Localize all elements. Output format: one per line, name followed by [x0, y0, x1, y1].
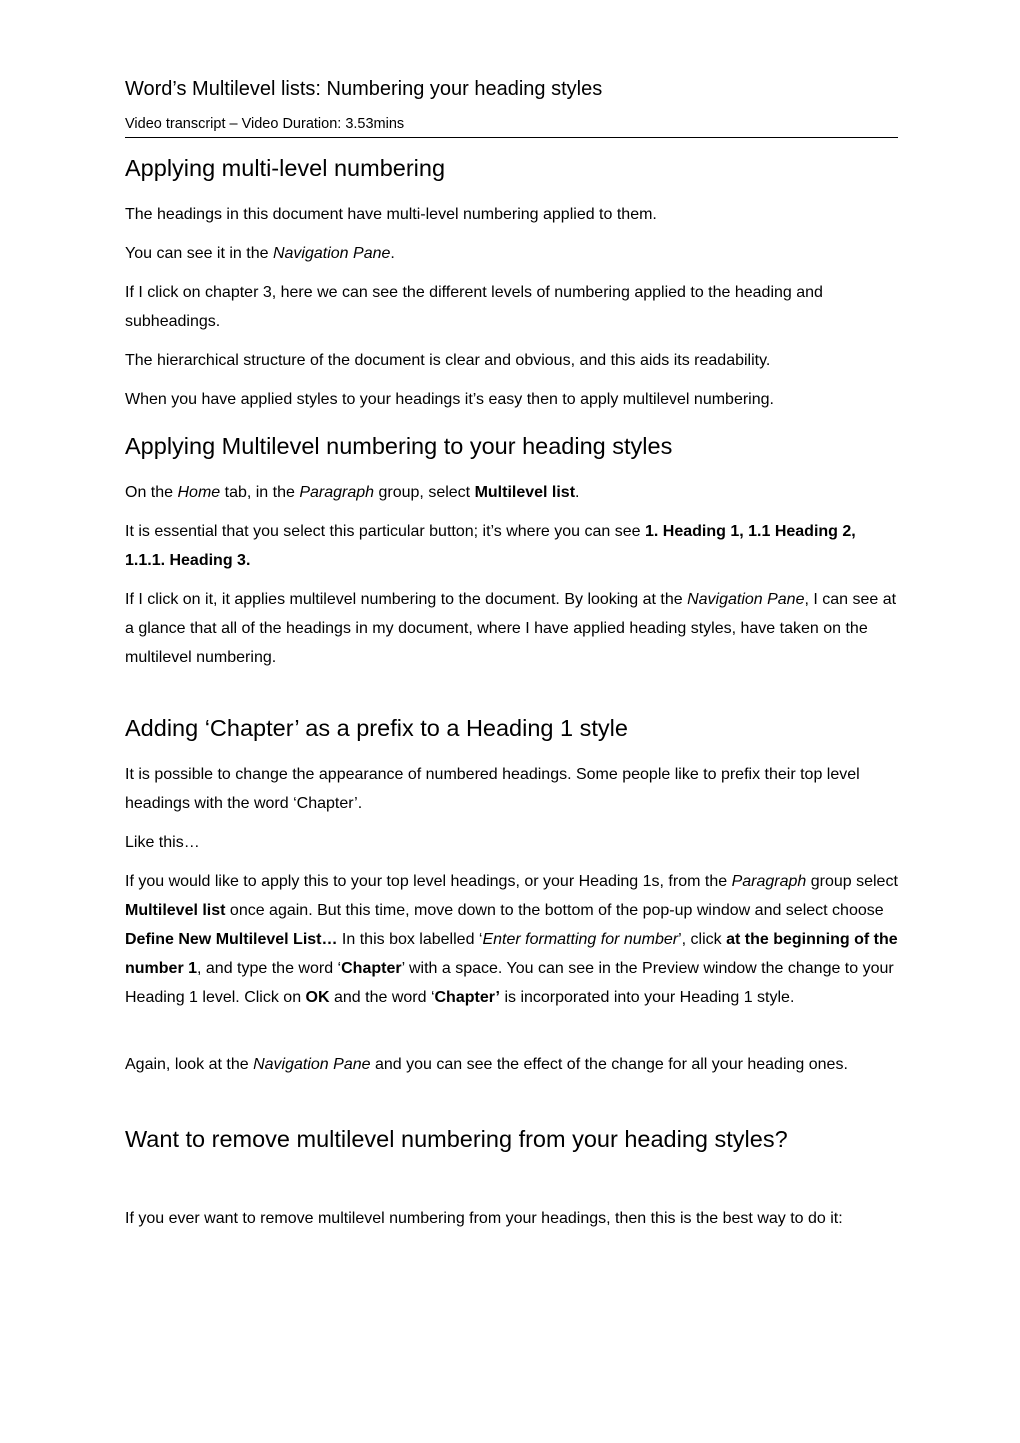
paragraph: [125, 1050, 900, 1079]
paragraph: When you have applied styles to your headings it’s easy then to apply multilevel numbering.: [125, 391, 774, 408]
text-run-italic: Paragraph: [731, 873, 807, 890]
paragraph: [125, 867, 900, 1012]
text-run-italic: Paragraph: [299, 484, 375, 501]
text-run-italic: Enter formatting for number: [482, 931, 679, 948]
text-run-italic: Navigation Pane: [253, 1056, 371, 1073]
text-run-bold: Chapter: [341, 960, 402, 977]
text-run-bold: Multilevel list: [125, 902, 226, 919]
text-run-italic: Navigation Pane: [272, 245, 391, 262]
text-run-bold: Define New Multilevel List…: [125, 931, 338, 948]
heading-applying-multi-level-numbering: Applying multi-level numbering: [125, 155, 446, 181]
paragraph: Like this…: [125, 834, 200, 851]
text-run: is incorporated into your Heading 1 style.: [500, 989, 795, 1006]
text-run: group, select: [374, 484, 475, 501]
paragraph: If you ever want to remove multilevel numbering from your headings, then this is the best way to do it:: [125, 1210, 843, 1227]
text-run: It is essential that you select this particular button; it’s where you can see: [125, 523, 645, 540]
text-run: tab, in the: [220, 484, 300, 501]
document-title: Word’s Multilevel lists: Numbering your heading styles: [125, 78, 603, 100]
paragraph: [125, 239, 900, 268]
paragraph: If I click on chapter 3, here we can see the different levels of numbering applied to the heading and subheadings.: [125, 284, 823, 330]
heading-adding-chapter-prefix: Adding ‘Chapter’ as a prefix to a Heading 1 style: [125, 715, 628, 741]
text-run: You can see it in the: [125, 245, 273, 262]
paragraph: [125, 585, 900, 672]
text-run: group select: [806, 873, 898, 890]
text-run-bold: Multilevel list: [474, 484, 576, 501]
text-run-bold: at the beginning of the number 1: [125, 931, 898, 977]
text-run: ’ with a space. You can see in the Preview window the change to your Heading 1 level. Click on: [125, 960, 894, 1006]
text-run: In this box labelled ‘: [337, 931, 483, 948]
document-subtitle: Video transcript – Video Duration: 3.53mins: [125, 116, 405, 132]
paragraph: [125, 478, 900, 507]
text-run-bold: Chapter’: [434, 989, 500, 1006]
text-run-bold: 1. Heading 1, 1.1 Heading 2, 1.1.1. Heading 3.: [125, 523, 856, 569]
text-run: If I click on it, it applies multilevel numbering to the document. By looking at the: [125, 591, 688, 608]
heading-applying-multilevel-numbering-to-heading-styles: Applying Multilevel numbering to your heading styles: [125, 433, 673, 459]
text-run: .: [575, 484, 580, 501]
heading-remove-multilevel-numbering: Want to remove multilevel numbering from your heading styles?: [125, 1126, 788, 1152]
text-run: , and type the word ‘: [197, 960, 342, 977]
text-run: , I can see at a glance that all of the headings in my document, where I have applied heading styles, have taken on the multilevel numbering.: [125, 591, 897, 666]
paragraph: The hierarchical structure of the document is clear and obvious, and this aids its readability.: [125, 352, 771, 369]
paragraph: [125, 517, 900, 575]
header-divider: [125, 137, 898, 138]
paragraph: The headings in this document have multi-level numbering applied to them.: [125, 206, 657, 223]
text-run: and the word ‘: [329, 989, 435, 1006]
paragraph: It is possible to change the appearance of numbered headings. Some people like to prefix their top level headings with the word ‘Chapter’.: [125, 766, 860, 812]
text-run-italic: Home: [177, 484, 221, 501]
text-run-italic: Navigation Pane: [687, 591, 805, 608]
text-run: If you would like to apply this to your top level headings, or your Heading 1s, from the: [125, 873, 732, 890]
text-run: ’, click: [678, 931, 727, 948]
text-run: Again, look at the: [125, 1056, 254, 1073]
text-run-bold: OK: [305, 989, 330, 1006]
text-run: once again. But this time, move down to the bottom of the pop-up window and select choose: [225, 902, 884, 919]
text-run: and you can see the effect of the change for all your heading ones.: [370, 1056, 848, 1073]
text-run: On the: [125, 484, 178, 501]
text-run: .: [390, 245, 395, 262]
